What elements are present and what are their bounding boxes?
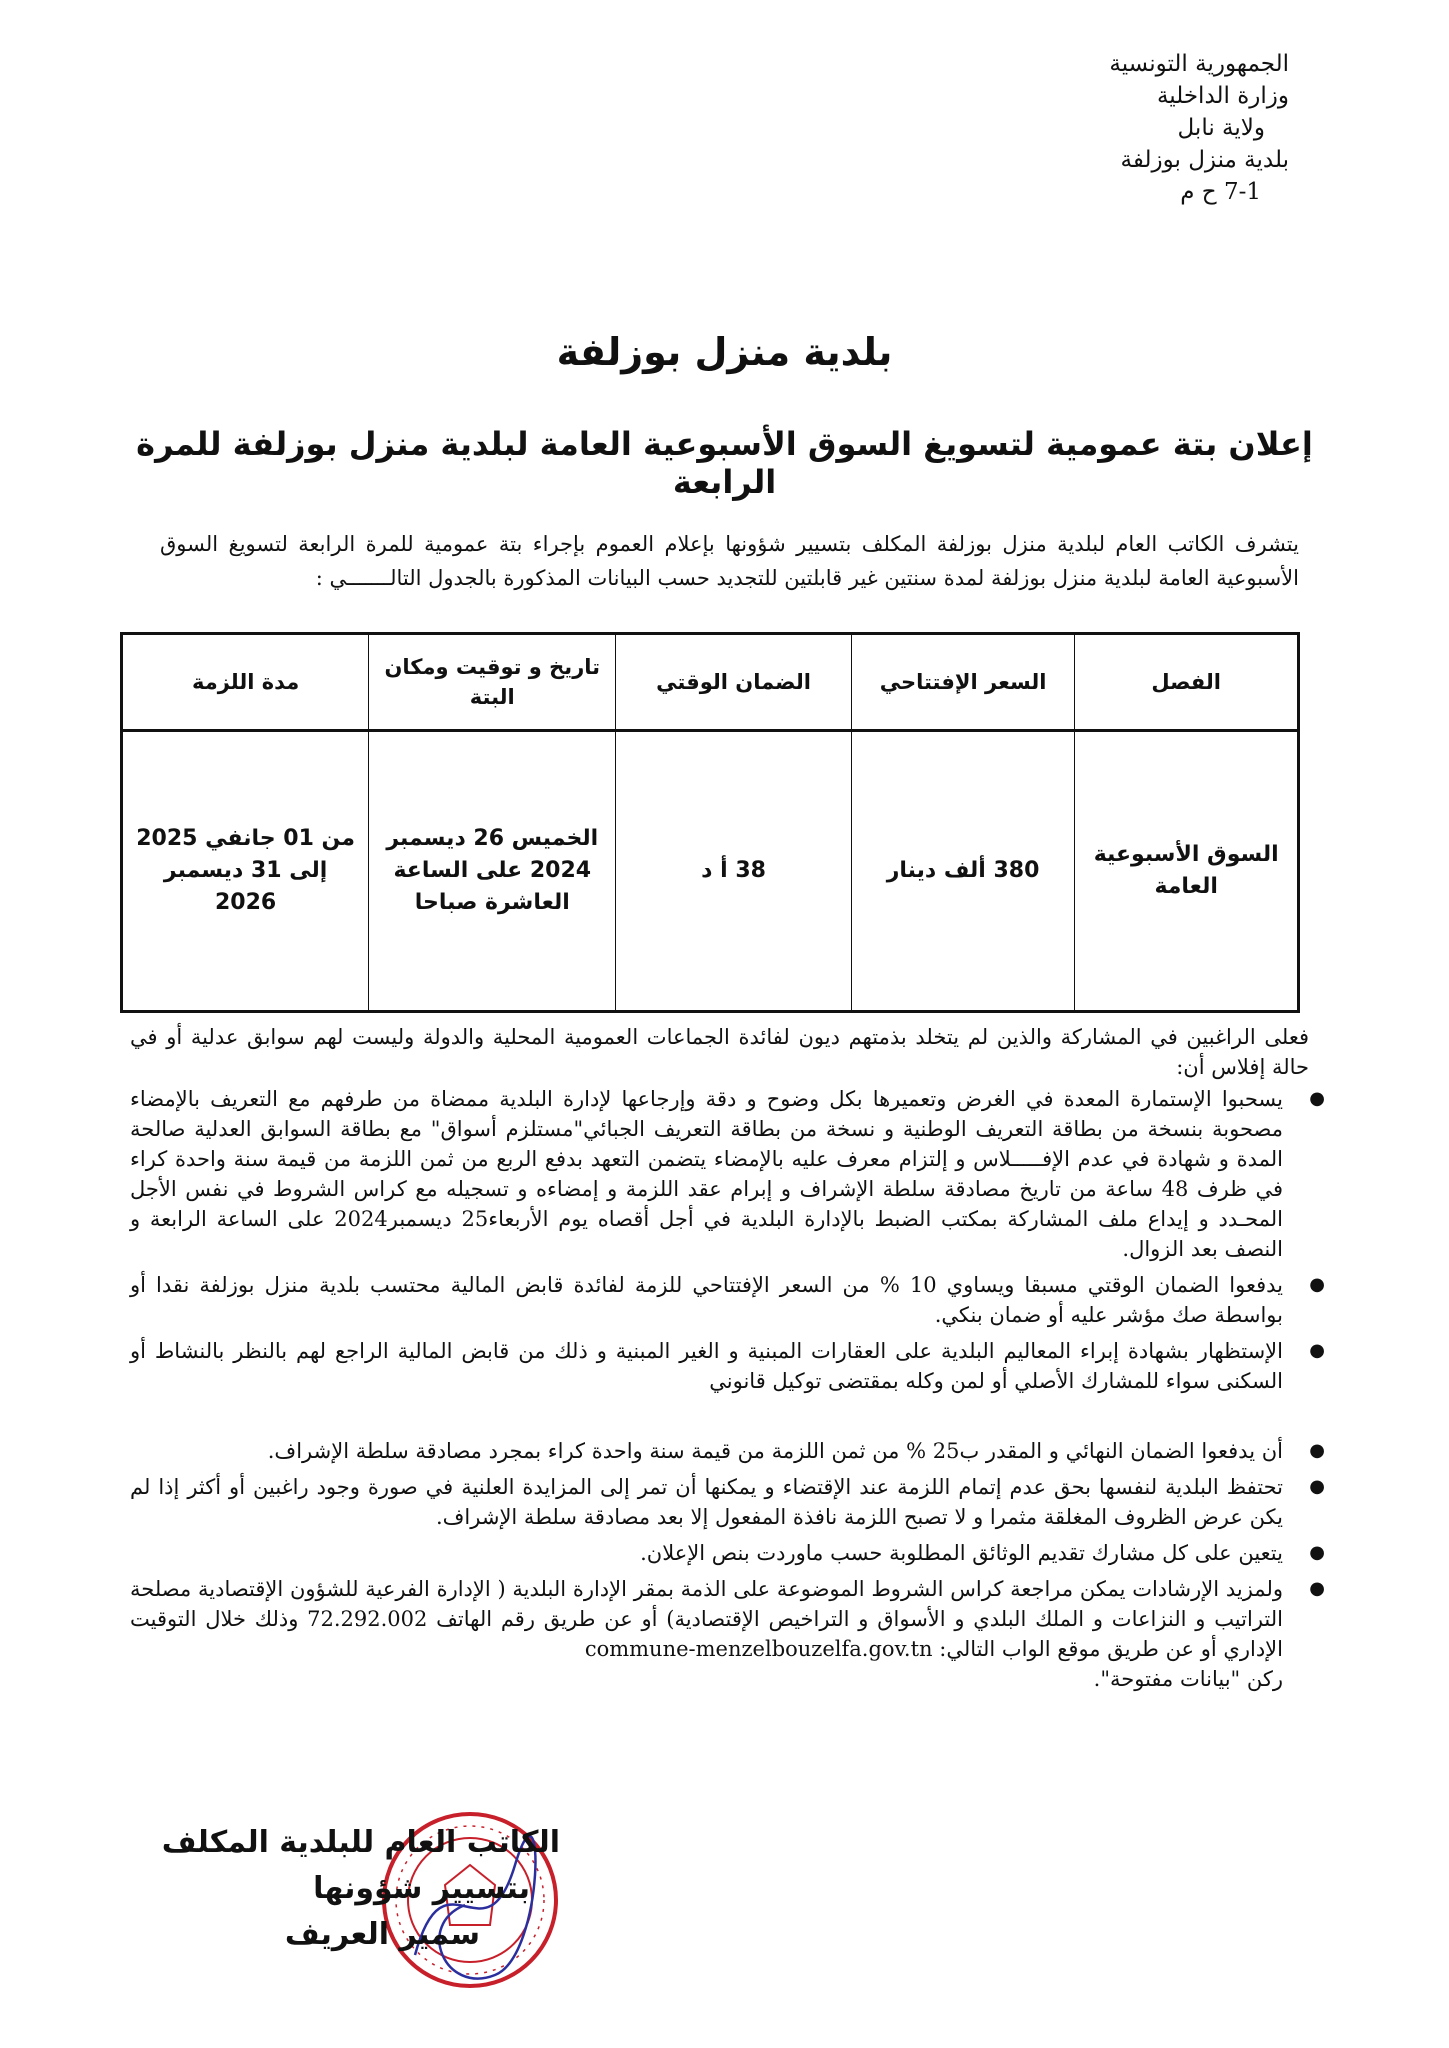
conditions-lead: فعلى الراغبين في المشاركة والذين لم يتخلد بذمتهم ديون لفائدة الجماعات العمومية المحلية والدولة وليست لهم سوابق عدلية أو في حالة إفلاس أن: (130, 1025, 1309, 1079)
header-line-municipality: بلدية منزل بوزلفة (1120, 147, 1289, 173)
signature-block (140, 1820, 560, 1958)
intro-paragraph: يتشرف الكاتب العام لبلدية منزل بوزلفة المكلف بتسيير شؤونها بإعلام العموم بإجراء بتة عمومية للمرة الرابعة لتسويغ السوق الأسبوعية العامة لبلدية منزل بوزلفة لمدة سنتين غير قابلتين للتجديد حسب البيانات المذكورة بالجدول التالـــــــي : (160, 532, 1299, 590)
list-item (130, 1574, 1325, 1694)
list-item (130, 1472, 1325, 1532)
announcement-subtitle: إعلان بتة عمومية لتسويغ السوق الأسبوعية العامة لبلدية منزل بوزلفة للمرة الرابعة (136, 425, 1313, 501)
header-cell-deposit: الضمان الوقتي (616, 634, 851, 731)
list-item (130, 1270, 1325, 1330)
cell-auction-date: الخميس 26 ديسمبر 2024 على الساعة العاشرة صباحا (369, 731, 616, 1012)
condition-text: تحتفظ البلدية لنفسها بحق عدم إتمام اللزمة عند الإقتضاء و يمكنها أن تمر إلى المزايدة العلنية في صورة وجود راغبين أو أكثر إذا لم يكن عرض الظروف المغلقة مثمرا و لا تصبح اللزمة نافذة المفعول إلا بعد مصادقة سلطة الإشراف. (130, 1475, 1283, 1529)
condition-text: يسحبوا الإستمارة المعدة في الغرض وتعميرها بكل وضوح و دقة وإرجاعها لإدارة البلدية ممضاة من طرفهم مع التعريف بالإمضاء مصحوبة بنسخة من بطاقة التعريف الوطنية و نسخة من بطاقة التعريف الجبائي"مستلزم أسواق" مع بطاقة السوابق العدلية صالحة المدة و شهادة في عدم الإفـــــلاس و إلتزام معرف عليه بالإمضاء يتضمن التعهد بدفع الربع من ثمن اللزمة من قيمة سنة واحدة كراء في ظرف 48 ساعة من تاريخ مصادقة سلطة الإشراف و إبرام عقد اللزمة و إمضاءه و تسجيله مع كراس الشروط في نفس الأجل المحـدد و إيداع ملف المشاركة بمكتب الضبط بالإدارة البلدية في أجل أقصاه يوم الأربعاء25 ديسمبر2024 على الساعة الرابعة و النصف بعد الزوال. (130, 1087, 1283, 1261)
header-cell-auction-date: تاريخ و توقيت ومكان البتة (369, 634, 616, 731)
condition-text: يتعين على كل مشارك تقديم الوثائق المطلوبة حسب ماوردت بنص الإعلان. (640, 1541, 1283, 1565)
condition-text: ولمزيد الإرشادات يمكن مراجعة كراس الشروط الموضوعة على الذمة بمقر الإدارة البلدية ( الإدارة الفرعية للشؤون الإقتصادية مصلحة التراتيب و النزاعات و الملك البلدي و الأسواق و التراخيص الإقتصادية) أو عن طريق رقم الهاتف 72.292.002 وذلك خلال التوقيت الإداري أو عن طريق موقع الواب التالي: (130, 1577, 1283, 1661)
page-title: بلدية منزل بوزلفة (556, 330, 893, 374)
bullet-icon: ● (1309, 1578, 1325, 1599)
bullet-icon: ● (1309, 1274, 1325, 1295)
reference-number: 7-1 ح م (1180, 179, 1261, 205)
cell-item: السوق الأسبوعية العامة (1075, 731, 1299, 1012)
table-row (122, 731, 1299, 1012)
auction-table (120, 632, 1300, 1013)
condition-text: أن يدفعوا الضمان النهائي و المقدر ب25 % من ثمن اللزمة من قيمة سنة واحدة كراء بمجرد مصادقة سلطة الإشراف. (267, 1439, 1283, 1463)
bullet-icon: ● (1309, 1440, 1325, 1461)
list-item (130, 1336, 1325, 1396)
signatory-role: بتسيير شؤونها (313, 1871, 530, 1906)
website-link[interactable]: commune-menzelbouzelfa.gov.tn (584, 1637, 933, 1661)
header-cell-item: الفصل (1075, 634, 1299, 731)
header-line-ministry: وزارة الداخلية (1156, 83, 1289, 109)
condition-text: الإستظهار بشهادة إبراء المعاليم البلدية على العقارات المبنية و الغير المبنية و ذلك من قابض المالية الراجع لهم بالنظر بالنشاط أو السكنى سواء للمشارك الأصلي أو لمن وكله بمقتضى توكيل قانوني (130, 1339, 1283, 1393)
signatory-name: سمير العريف (284, 1917, 480, 1952)
bullet-icon: ● (1309, 1088, 1325, 1109)
header-line-republic: الجمهورية التونسية (1109, 51, 1289, 77)
signatory-title: الكاتب العام للبلدية المكلف (161, 1825, 560, 1860)
cell-deposit: 38 أ د (616, 731, 851, 1012)
list-item (130, 1436, 1325, 1466)
conditions-list (130, 1084, 1325, 1694)
bullet-icon: ● (1309, 1476, 1325, 1497)
condition-text: يدفعوا الضمان الوقتي مسبقا ويساوي 10 % من السعر الإفتتاحي للزمة لفائدة قابض المالية محتسب بلدية منزل بوزلفة نقدا أو بواسطة صك مؤشر عليه أو ضمان بنكي. (130, 1273, 1284, 1327)
list-item (130, 1538, 1325, 1568)
header-cell-lease-period: مدة اللزمة (122, 634, 369, 731)
list-item (130, 1084, 1325, 1264)
conditions-section (130, 1022, 1325, 1700)
bullet-icon: ● (1309, 1340, 1325, 1361)
issuer-header (929, 48, 1289, 208)
table-header-row (122, 634, 1299, 731)
cell-opening-price: 380 ألف دينار (851, 731, 1075, 1012)
bullet-icon: ● (1309, 1542, 1325, 1563)
header-line-governorate: ولاية نابل (1177, 115, 1265, 141)
header-cell-opening-price: السعر الإفتتاحي (851, 634, 1075, 731)
cell-lease-period: من 01 جانفي 2025 إلى 31 ديسمبر 2026 (122, 731, 369, 1012)
open-data-note: ركن "بيانات مفتوحة". (1093, 1667, 1283, 1691)
